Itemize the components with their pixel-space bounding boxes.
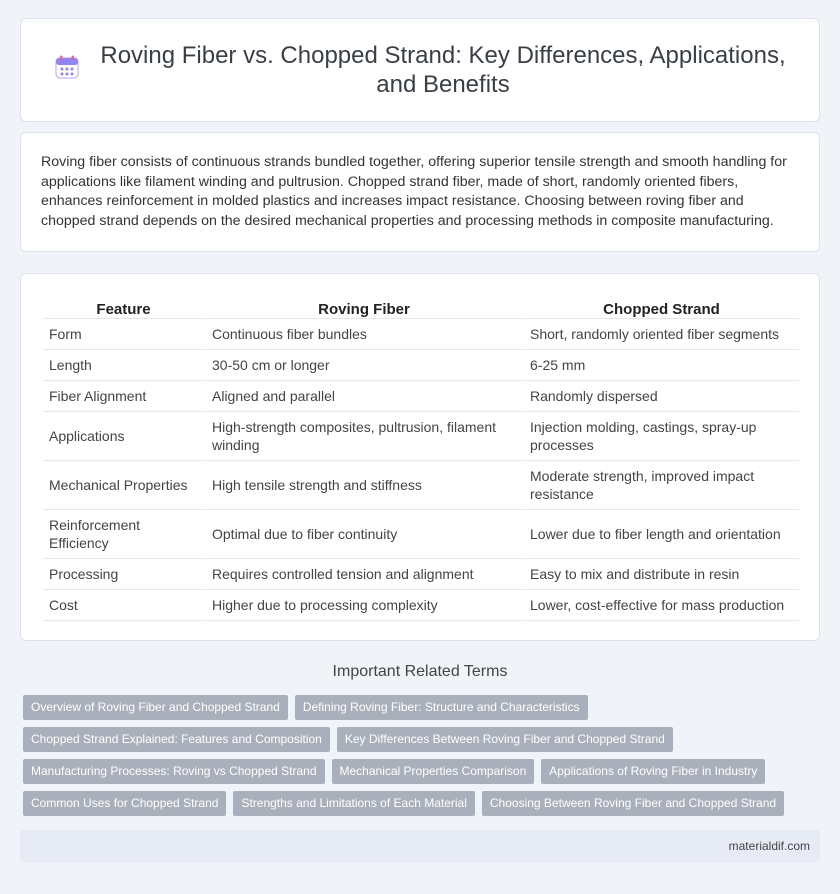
related-term-tag[interactable]: Strengths and Limitations of Each Material: [233, 791, 474, 816]
table-cell: Continuous fiber bundles: [204, 319, 522, 350]
table-row: [43, 381, 799, 412]
related-term-tag[interactable]: Chopped Strand Explained: Features and Composition: [23, 727, 330, 752]
table-cell: Moderate strength, improved impact resistance: [522, 461, 799, 510]
table-cell: High tensile strength and stiffness: [204, 461, 522, 510]
tag-row: [23, 695, 813, 720]
table-cell: Processing: [43, 559, 204, 590]
footer-site-link[interactable]: materialdif.com: [728, 839, 810, 853]
table-cell: Cost: [43, 590, 204, 621]
table-cell: Lower, cost-effective for mass production: [522, 590, 799, 621]
comparison-table-card: [20, 273, 820, 641]
footer: [20, 830, 820, 863]
related-term-tag[interactable]: Mechanical Properties Comparison: [332, 759, 535, 784]
related-term-tag[interactable]: Applications of Roving Fiber in Industry: [541, 759, 765, 784]
table-cell: Randomly dispersed: [522, 381, 799, 412]
related-term-tag[interactable]: Common Uses for Chopped Strand: [23, 791, 226, 816]
table-cell: Optimal due to fiber continuity: [204, 510, 522, 559]
table-cell: Fiber Alignment: [43, 381, 204, 412]
table-row: [43, 559, 799, 590]
table-cell: Injection molding, castings, spray-up processes: [522, 412, 799, 461]
tag-row: [23, 759, 813, 784]
page-title-line2: and Benefits: [376, 71, 510, 98]
table-cell: Short, randomly oriented fiber segments: [522, 319, 799, 350]
table-cell: Higher due to processing complexity: [204, 590, 522, 621]
related-term-tag[interactable]: Overview of Roving Fiber and Chopped Strand: [23, 695, 288, 720]
table-row: [43, 510, 799, 559]
related-term-tag[interactable]: Manufacturing Processes: Roving vs Chopped Strand: [23, 759, 325, 784]
tag-row: [23, 727, 813, 752]
intro-paragraph: Roving fiber consists of continuous strands bundled together, offering superior tensile strength and smooth handling for applications like filament winding and pultrusion. Chopped strand fiber, made of short, randomly oriented fibers, enhances reinforcement in molded plastics and increases impact resistance. Choosing between roving fiber and chopped strand depends on the desired mechanical properties and processing methods in composite manufacturing.: [41, 154, 787, 229]
table-cell: Length: [43, 350, 204, 381]
column-header: Roving Fiber: [204, 295, 522, 319]
related-term-tag[interactable]: Defining Roving Fiber: Structure and Characteristics: [295, 695, 588, 720]
table-cell: Reinforcement Efficiency: [43, 510, 204, 559]
table-cell: Requires controlled tension and alignment: [204, 559, 522, 590]
intro-card: [20, 132, 820, 252]
title-card: [20, 18, 820, 122]
table-cell: 6-25 mm: [522, 350, 799, 381]
table-header-row: [43, 295, 799, 319]
page-title-line1: Roving Fiber vs. Chopped Strand: Key Differences, Applications,: [100, 42, 786, 69]
tag-row: [23, 791, 813, 816]
related-terms-title: Important Related Terms: [332, 663, 508, 680]
table-cell: Aligned and parallel: [204, 381, 522, 412]
table-row: [43, 461, 799, 510]
table-row: [43, 412, 799, 461]
calendar-icon: [54, 54, 80, 80]
column-header: Feature: [43, 295, 204, 319]
table-cell: Form: [43, 319, 204, 350]
related-term-tag[interactable]: Choosing Between Roving Fiber and Chopped Strand: [482, 791, 784, 816]
table-row: [43, 319, 799, 350]
table-row: [43, 350, 799, 381]
comparison-table: [43, 295, 799, 621]
page-title: [100, 41, 785, 99]
table-cell: Applications: [43, 412, 204, 461]
table-cell: Mechanical Properties: [43, 461, 204, 510]
column-header: Chopped Strand: [522, 295, 799, 319]
table-row: [43, 590, 799, 621]
table-cell: Easy to mix and distribute in resin: [522, 559, 799, 590]
table-cell: Lower due to fiber length and orientation: [522, 510, 799, 559]
related-terms-tags: [23, 695, 813, 823]
related-term-tag[interactable]: Key Differences Between Roving Fiber and Chopped Strand: [337, 727, 673, 752]
table-cell: High-strength composites, pultrusion, filament winding: [204, 412, 522, 461]
table-cell: 30-50 cm or longer: [204, 350, 522, 381]
title-wrap: [50, 41, 790, 99]
